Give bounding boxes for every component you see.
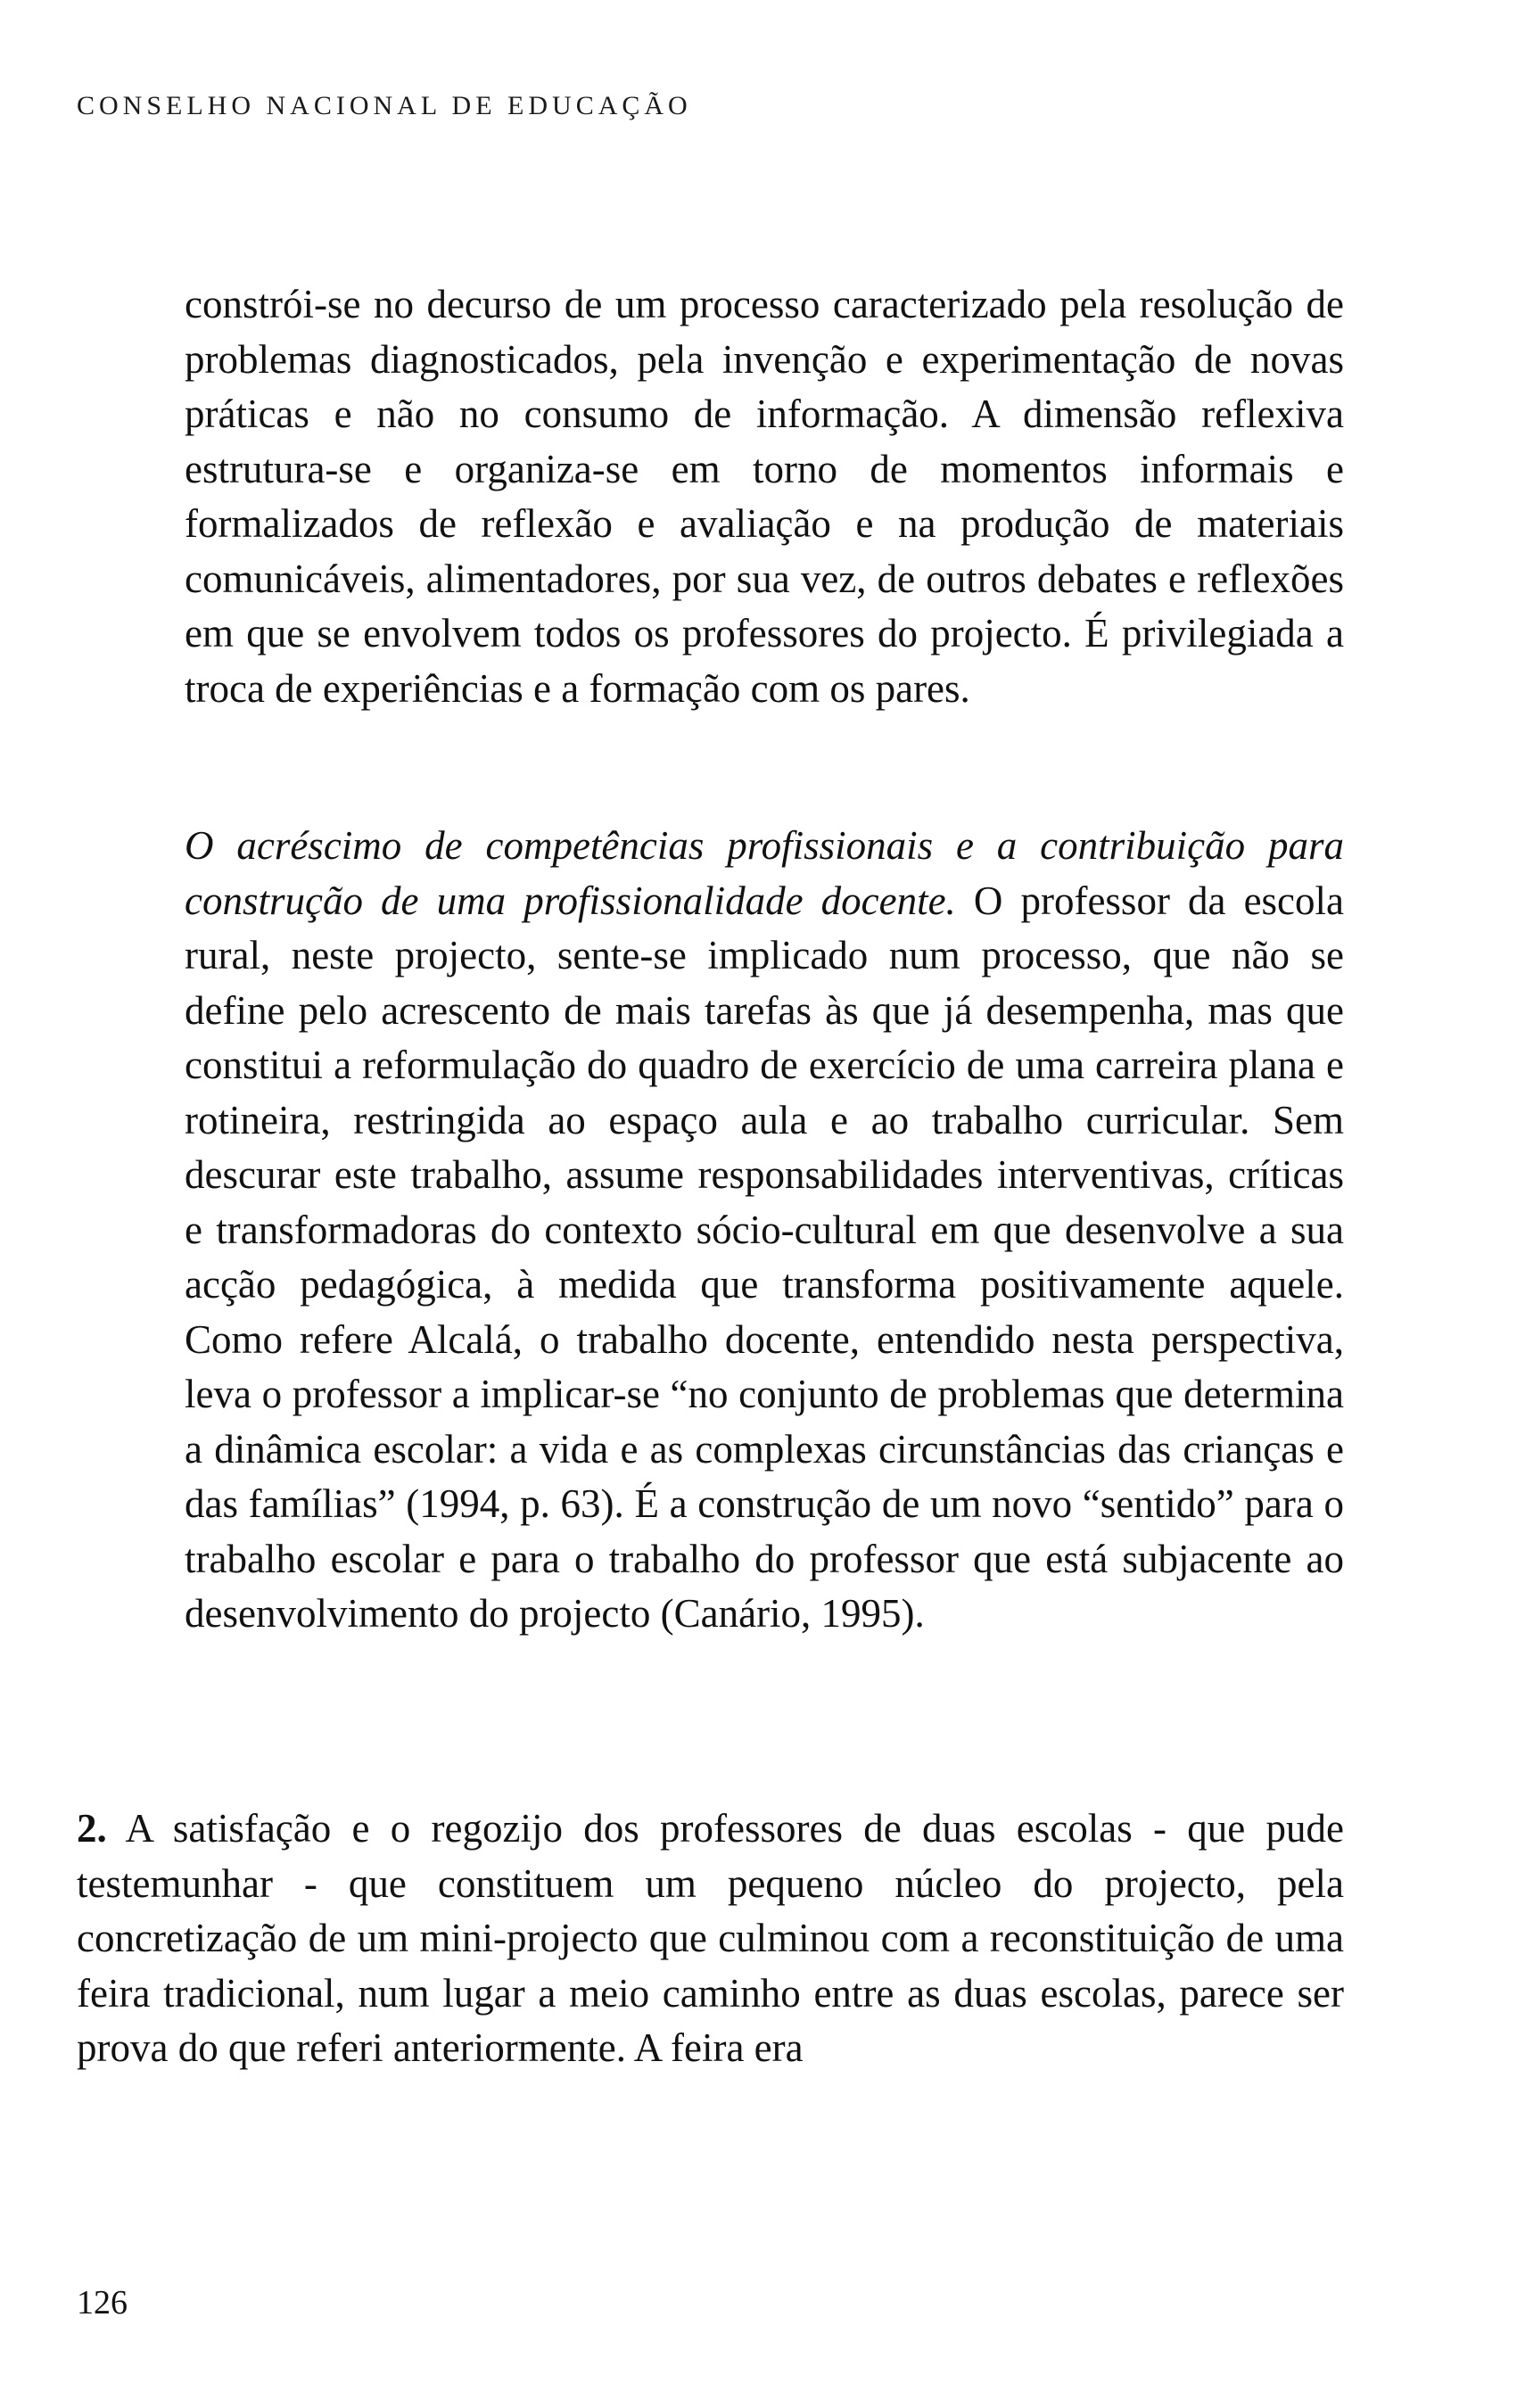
- body-paragraph-3: [77, 1802, 1344, 2076]
- paragraph-2-italic-lead: O acréscimo de competências profissionais e a contribuição para construção de uma profissionalidade docente.: [185, 823, 1344, 923]
- page-number: 126: [77, 2284, 128, 2321]
- paragraph-3-text: A satisfação e o regozijo dos professores de duas escolas - que pude testemunhar - que constituem um pequeno núcleo do projecto, pela concretização de um mini-projecto que culminou com a reconstituição de uma feira tradicional, num lugar a meio caminho entre as duas escolas, parece ser prova do que referi anteriormente. A feira era: [77, 1806, 1344, 2070]
- body-paragraph-2: [185, 819, 1344, 1642]
- paragraph-2-text: O professor da escola rural, neste projecto, sente-se implicado num processo, que não se define pelo acrescento de mais tarefas às que já desempenha, mas que constitui a reformulação do quadro de exercício de uma carreira plana e rotineira, restringida ao espaço aula e ao trabalho curricular. Sem descurar este trabalho, assume responsabilidades interventivas, críticas e transformadoras do contexto sócio-cultural em que desenvolve a sua acção pedagógica, à medida que transforma positivamente aquele. Como refere Alcalá, o trabalho docente, entendido nesta perspectiva, leva o professor a implicar-se “no conjunto de problemas que determina a dinâmica escolar: a vida e as complexas circunstâncias das crianças e das famílias” (1994, p. 63). É a construção de um novo “sentido” para o trabalho escolar e para o trabalho do professor que está subjacente ao desenvolvimento do projecto (Canário, 1995).: [185, 878, 1345, 1636]
- running-header: CONSELHO NACIONAL DE EDUCAÇÃO: [77, 91, 692, 120]
- body-paragraph-1: constrói-se no decurso de um processo caracterizado pela resolução de problemas diagnosticados, pela invenção e experimentação de novas práticas e não no consumo de informação. A dimensão reflexiva estrutura-se e organiza-se em torno de momentos informais e formalizados de reflexão e avaliação e na produção de materiais comunicáveis, alimentadores, por sua vez, de outros debates e reflexões em que se envolvem todos os professores do projecto. É privilegiada a troca de experiências e a formação com os pares.: [185, 282, 1344, 711]
- paragraph-3-number: 2.: [77, 1806, 107, 1851]
